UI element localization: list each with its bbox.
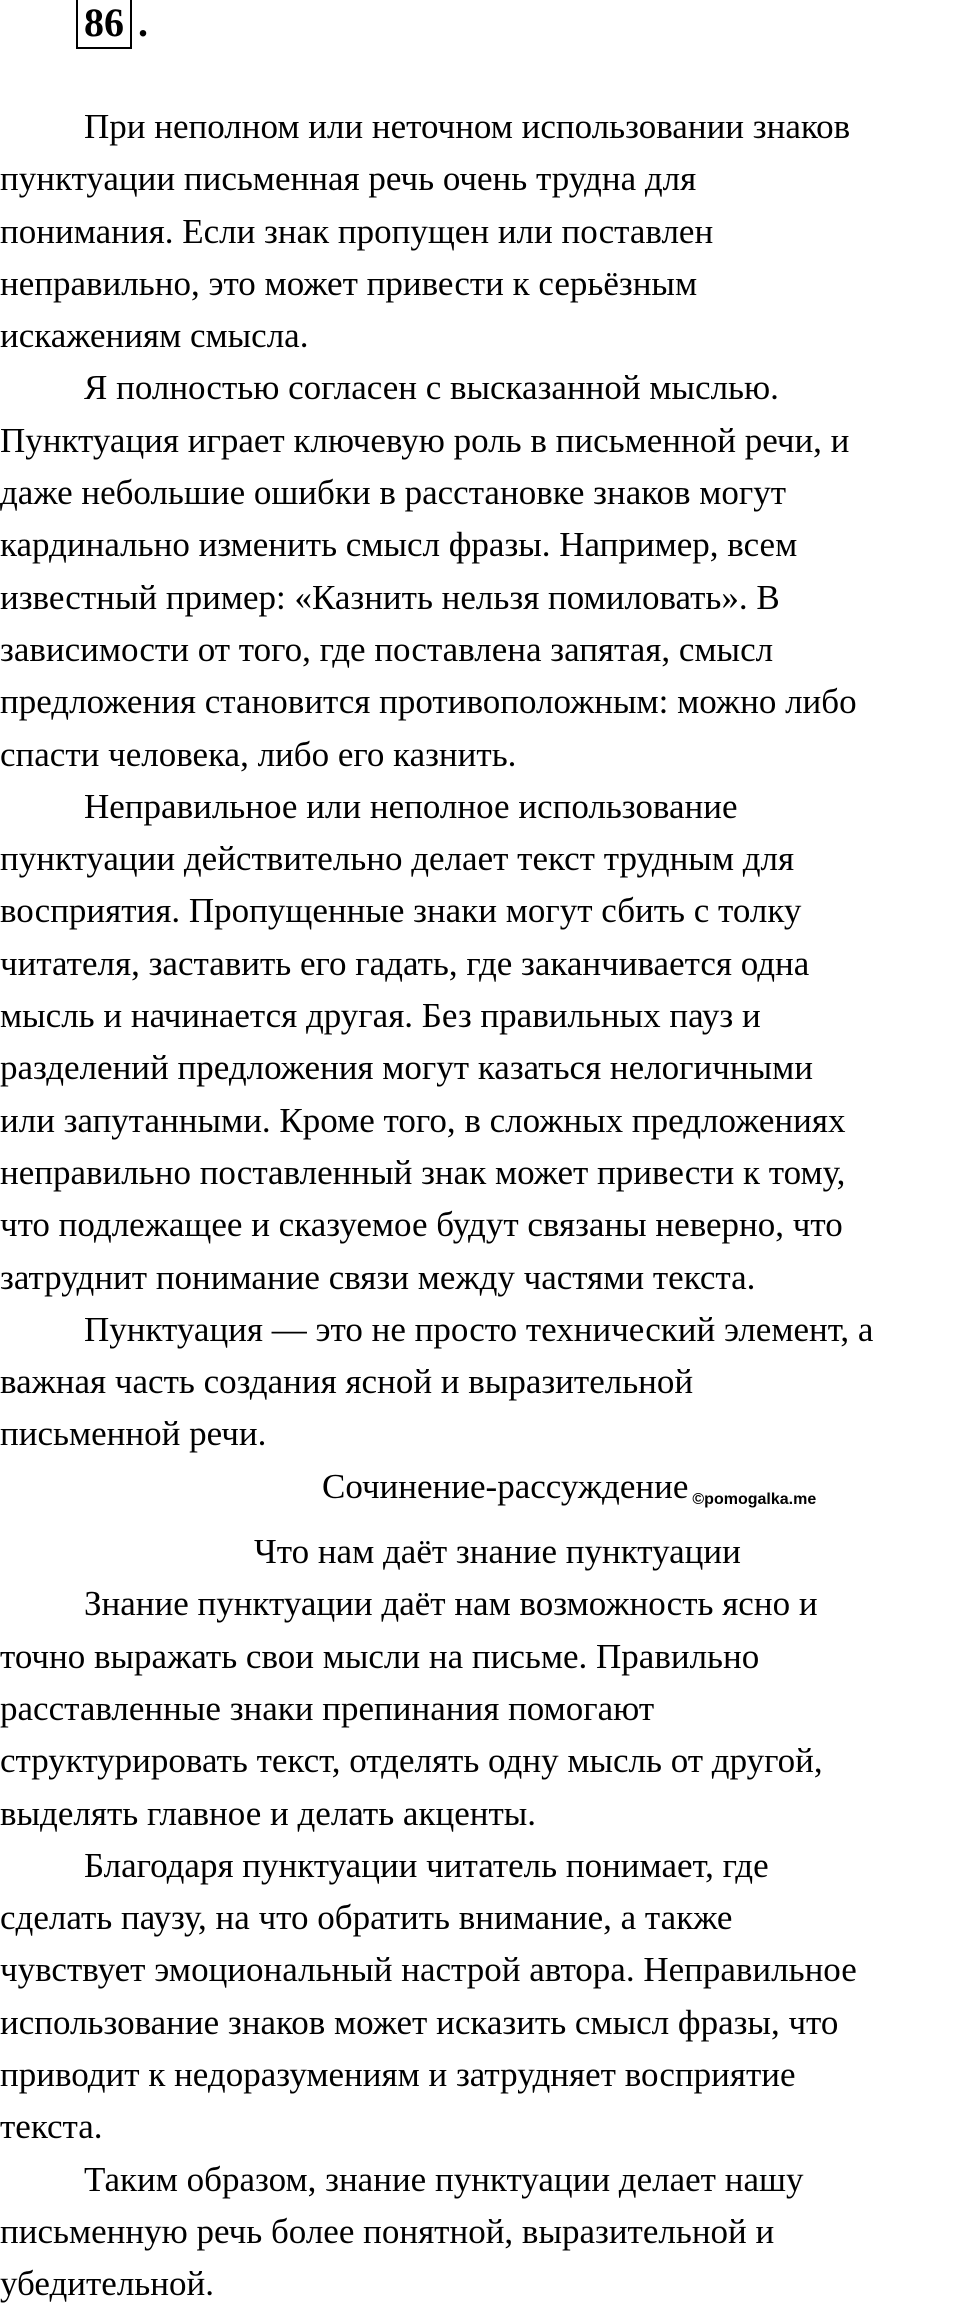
paragraph-line: Пунктуация играет ключевую роль в письменной речи, и (0, 420, 850, 460)
paragraph (0, 1578, 960, 1839)
paragraph (0, 362, 960, 780)
paragraph-line: неправильно, это может привести к серьёзным (0, 263, 698, 303)
paragraph-line: письменной речи. (0, 1414, 267, 1454)
paragraph-line: мысль и начинается другая. Без правильных пауз и (0, 996, 761, 1036)
paragraph-line: структурировать текст, отделять одну мысль от другой, (0, 1741, 823, 1781)
paragraph-line: важная часть создания ясной и выразительной (0, 1362, 694, 1402)
paragraph-line: письменную речь более понятной, выразительной и (0, 2211, 775, 2251)
paragraph-line: пунктуации письменная речь очень трудна для (0, 159, 697, 199)
paragraph-line: Таким образом, знание пунктуации делает нашу (84, 2159, 804, 2199)
paragraph-line: искажениям смысла. (0, 316, 309, 356)
paragraph-line: выделять главное и делать акценты. (0, 1793, 537, 1833)
essay-type-text: Сочинение-рассуждение (322, 1466, 689, 1506)
paragraph-line: использование знаков может исказить смысл фразы, что (0, 2002, 839, 2042)
paragraph (0, 2154, 960, 2310)
opinion-section (0, 101, 960, 1461)
paragraph (0, 101, 960, 362)
paragraph-line: текста. (0, 2107, 103, 2147)
paragraph-line: или запутанными. Кроме того, в сложных предложениях (0, 1100, 846, 1140)
paragraph (0, 781, 960, 1304)
task-number-box (76, 0, 132, 49)
paragraph-line: При неполном или неточном использовании знаков (84, 107, 851, 146)
paragraph-line: разделений предложения могут казаться нелогичными (0, 1048, 813, 1088)
paragraph-line: спасти человека, либо его казнить. (0, 734, 517, 774)
paragraph-line: убедительной. (0, 2264, 214, 2304)
paragraph-line: Я полностью согласен с высказанной мыслью. (84, 368, 779, 408)
paragraph-line: известный пример: «Казнить нельзя помиловать». В (0, 577, 780, 617)
essay-title: Что нам даёт знание пунктуации (254, 1532, 741, 1572)
paragraph-line: сделать паузу, на что обратить внимание, а также (0, 1898, 733, 1938)
paragraph-line: зависимости от того, где поставлена запятая, смысл (0, 629, 774, 669)
paragraph-line: Неправильное или неполное использование (84, 786, 738, 826)
paragraph-line: затруднит понимание связи между частями текста. (0, 1257, 756, 1297)
paragraph-line: чувствует эмоциональный настрой автора. Неправильное (0, 1950, 857, 1990)
essay-section (0, 1578, 960, 2310)
paragraph-line: Пунктуация — это не просто технический элемент, а (84, 1309, 874, 1349)
paragraph-line: расставленные знаки препинания помогают (0, 1688, 655, 1728)
paragraph (0, 1840, 960, 2154)
paragraph-line: точно выражать свои мысли на письме. Правильно (0, 1636, 760, 1676)
paragraph-line: пунктуации действительно делает текст трудным для (0, 839, 795, 879)
paragraph-line: кардинально изменить смысл фразы. Например, всем (0, 525, 798, 565)
paragraph-line: что подлежащее и сказуемое будут связаны неверно, что (0, 1205, 843, 1245)
paragraph-line: приводит к недоразумениям и затрудняет восприятие (0, 2054, 796, 2094)
paragraph-line: Знание пунктуации даёт нам возможность ясно и (84, 1584, 818, 1624)
document-body (0, 101, 960, 2310)
paragraph (0, 1304, 960, 1461)
task-number: 86 (84, 0, 124, 45)
paragraph-line: понимания. Если знак пропущен или поставлен (0, 211, 714, 251)
paragraph-line: предложения становится противоположным: можно либо (0, 682, 857, 722)
task-number-suffix: . (138, 0, 148, 45)
paragraph-line: читателя, заставить его гадать, где заканчивается одна (0, 943, 810, 983)
paragraph-line: восприятия. Пропущенные знаки могут сбить с толку (0, 891, 802, 931)
paragraph-line: даже небольшие ошибки в расстановке знаков могут (0, 473, 787, 513)
paragraph-line: Благодаря пунктуации читатель понимает, где (84, 1845, 769, 1885)
paragraph-line: неправильно поставленный знак может привести к тому, (0, 1152, 846, 1192)
essay-type-heading (0, 1461, 960, 1526)
watermark: ©pomogalka.me (692, 1490, 817, 1508)
